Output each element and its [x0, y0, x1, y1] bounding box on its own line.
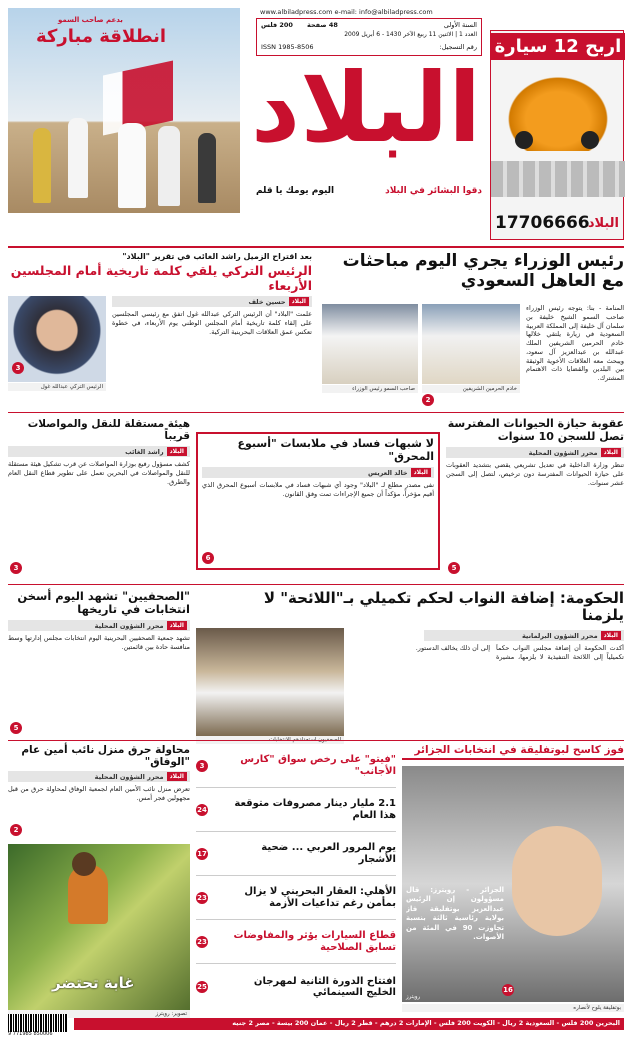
fire-byline-name: محرر الشؤون المحلية	[94, 772, 164, 781]
journalists-photo	[196, 628, 344, 736]
top-photo	[8, 8, 240, 213]
lead-headline: رئيس الوزراء يجري اليوم مباحثات مع العاهل السعودي	[342, 251, 624, 291]
tagline: اليوم يومك يا قلم	[256, 186, 335, 196]
corruption-body: نفى مصدر مطلع لـ "البلاد" وجود أي شبهات فساد في ملابسات أسبوع المحرق الذي أقيم مؤخراً، مؤكداً أن جميع الإجراءات تمت وفق القانون.	[202, 481, 434, 499]
footer-prices: البحرين 200 فلس - السعودية 2 ريال - الكويت 200 فلس - الإمارات 2 درهم - قطر 2 ريال - عمان 200 بيسة - مصر 2 جنيه	[74, 1018, 624, 1030]
ad-brand: البلاد	[587, 216, 619, 231]
journalists-byline	[8, 620, 190, 631]
animals-brand-tag: البلاد	[601, 448, 621, 457]
lead-story[interactable]	[318, 252, 624, 407]
rule-2	[8, 412, 624, 413]
index-page: 3	[196, 760, 208, 772]
edition-line1: السنة الأولى	[443, 21, 477, 29]
index-page: 23	[197, 937, 207, 946]
lead-body: المنامة - بنا: يتوجه رئيس الوزراء صاحب السمو الشيخ خليفة بن سلمان آل خليفة إلى المملكة العربية السعودية في زيارة يلتقي خلالها خادم الحرمين الشريفين الملك عبدالله بن عبدالعزيز آل سعود، ويبحث معه العلاقات الأخوية الوثيقة بين البلدين والقضايا ذات الاهتمام المشترك.	[526, 304, 624, 383]
index-text: يوم المرور العربي ... ضحية الأشجار	[261, 842, 396, 865]
turkey-kicker: بعد اقتراح الزميل راشد الغائب في تقرير "البلاد"	[122, 252, 312, 261]
animals-body: تنظر وزارة الداخلية في تعديل تشريعي يقضي بتشديد العقوبات على حيازة الحيوانات المفترسة دون ترخيص، لتصل إلى السجن عشر سنوات.	[446, 461, 624, 487]
ad-phone: 17706666	[495, 213, 590, 233]
turkey-headline: الرئيس التركي يلقي كلمة تاريخية أمام المجلسين الأربعاء	[10, 263, 312, 293]
fire-story[interactable]	[8, 744, 190, 838]
barcode	[8, 1014, 68, 1032]
journalists-byline-name: محرر الشؤون المحلية	[94, 621, 164, 630]
animals-page-badge: 5	[448, 562, 460, 574]
edition-line2: العدد 1 | الاثنين 11 ربيع الآخر 1430 - 6 أبريل 2009	[344, 31, 477, 38]
reg-label: رقم التسجيل:	[439, 43, 477, 51]
animals-byline	[446, 447, 624, 458]
algeria-story[interactable]	[402, 744, 624, 1014]
index-page: 23	[197, 893, 207, 902]
journalists-headline: "الصحفيين" تشهد اليوم أسخن انتخابات في تاريخها	[17, 589, 190, 617]
masthead-info-box	[256, 18, 482, 56]
ad-left[interactable]	[490, 30, 624, 240]
index-page: 24	[197, 805, 207, 814]
index-text: "فيتو" على رخص سواق "كارس الأجانب"	[240, 754, 396, 777]
index-item[interactable]	[196, 744, 396, 788]
index-text: الأهلي: العقار البحريني لا يزال بمأمن رغم تداعيات الأزمة	[244, 886, 396, 909]
transport-headline: هيئة مستقلة للنقل والمواصلات قريباً	[27, 418, 190, 443]
journalists-brand-tag: البلاد	[167, 621, 187, 630]
transport-byline-name: راشد الغائب	[125, 447, 164, 456]
turkey-story[interactable]	[8, 252, 312, 402]
govt-headline: الحكومة: إضافة النواب لحكم تكميلي بـ"اللائحة" لا يلزمنا	[263, 589, 624, 625]
ad-headline: اربح 12 سيارة	[491, 33, 625, 60]
turkey-byline	[112, 296, 312, 307]
issn: ISSN 1985-8506	[261, 43, 314, 51]
govt-byline	[424, 630, 624, 641]
rule-4	[8, 740, 624, 741]
fire-brand-tag: البلاد	[167, 772, 187, 781]
corruption-headline: لا شبهات فساد في ملابسات "أسبوع المحرق"	[237, 437, 434, 463]
journalists-page-badge: 5	[10, 722, 22, 734]
fire-byline	[8, 771, 190, 782]
top-photo-caption: انطلاقة مباركة	[36, 26, 167, 47]
transport-byline	[8, 446, 190, 457]
algeria-caption: بوتفليقة يلوح لأنصاره	[402, 1004, 624, 1012]
index-text: قطاع السيارات يؤثر والمفاوضات تسابق الصلاحية	[233, 930, 396, 953]
index-text: افتتاح الدورة الثانية لمهرجان الخليج السينمائي	[253, 975, 396, 998]
price: 200 فلس	[261, 21, 293, 29]
bottom-photo-credit: تصوير: رويترز	[8, 1010, 190, 1018]
corruption-byline	[202, 467, 434, 478]
website[interactable]: www.albiladpress.com e-mail: info@albiladpress.com	[260, 8, 433, 16]
index-item[interactable]	[196, 920, 396, 964]
algeria-page-badge: 16	[503, 986, 513, 994]
algeria-body: الجزائر - رويترز: قال مسؤولون إن الرئيس عبدالعزيز بوتفليقة فاز بولاية رئاسية ثالثة بنسبة تجاوزت 90 في المئة من الأصوات.	[406, 886, 504, 942]
masthead	[250, 8, 482, 213]
index-item[interactable]	[196, 832, 396, 876]
corruption-page-badge: 6	[202, 552, 214, 564]
animals-byline-name: محرر الشؤون المحلية	[528, 448, 598, 457]
govt-body: أكدت الحكومة أن إضافة مجلس النواب حكماً تكميلياً إلى اللائحة التنفيذية لا يلزمها، مشيرة إلى أن ذلك يخالف الدستور.	[415, 644, 624, 661]
slogan: دقوا البشائر في البلاد	[385, 186, 482, 196]
ad-strip	[491, 161, 625, 197]
lead-page-badge: 2	[422, 394, 434, 406]
animals-story[interactable]	[446, 418, 624, 576]
car-wheel-left	[515, 131, 533, 149]
transport-page-badge: 3	[10, 562, 22, 574]
turkey-caption: الرئيس التركي عبدالله غول	[8, 383, 106, 391]
index-page: 25	[197, 983, 207, 991]
car-wheel-right	[581, 131, 599, 149]
transport-story[interactable]	[8, 418, 190, 576]
lead-caption-pm: صاحب السمو رئيس الوزراء	[322, 385, 418, 393]
turkey-page-badge: 3	[12, 362, 24, 374]
fire-headline: محاولة حرق منزل نائب أمين عام "الوفاق"	[21, 744, 190, 769]
index-item[interactable]	[196, 788, 396, 832]
corruption-byline-name: خالد العريس	[368, 468, 408, 477]
algeria-source: رويترز	[406, 994, 421, 1000]
bottom-photo-caption: غابة تحتضر	[52, 974, 135, 992]
index-text: 2.1 مليار دينار مصروفات متوقعة هذا العام	[234, 798, 396, 821]
index-page: 17	[197, 849, 207, 858]
lead-caption-king: خادم الحرمين الشريفين	[422, 385, 520, 393]
turkey-body: علمت "البلاد" أن الرئيس التركي عبدالله غول اتفق مع رئيسي المجلسين على إلقاء كلمة تاريخية أمام المجلس الوطني يوم الأربعاء، في خطوة تعكس عمق العلاقات البحرينية التركية.	[112, 310, 312, 336]
index-item[interactable]	[196, 876, 396, 920]
bottom-photo	[8, 844, 190, 1010]
govt-brand-tag: البلاد	[601, 631, 621, 640]
turkey-byline-name: حسين خلف	[248, 297, 286, 306]
fire-page-badge: 2	[10, 824, 22, 836]
corruption-brand-tag: البلاد	[411, 468, 431, 477]
slogan-bar	[256, 184, 482, 198]
index-item[interactable]	[196, 964, 396, 1010]
lead-photo-pm	[322, 304, 418, 384]
journalists-body: تشهد جمعية الصحفيين البحرينية اليوم انتخابات مجلس إدارتها وسط منافسة حادة بين قائمتين.	[8, 634, 190, 652]
pages: 48 صفحة	[307, 21, 338, 29]
algeria-headline: فوز كاسح لبوتفليقة في انتخابات الجزائر	[402, 744, 624, 760]
top-photo-sub: بدعم صاحب السمو	[58, 16, 123, 24]
corruption-story[interactable]	[196, 432, 440, 570]
govt-byline-name: محرر الشؤون البرلمانية	[521, 631, 598, 640]
rule-3	[8, 584, 624, 585]
animals-headline: عقوبة حيازة الحيوانات المفترسة تصل للسجن 10 سنوات	[447, 417, 624, 443]
transport-brand-tag: البلاد	[167, 447, 187, 456]
algeria-photo	[402, 766, 624, 1002]
transport-body: كشف مسؤول رفيع بوزارة المواصلات عن قرب تشكيل هيئة مستقلة للنقل والمواصلات في البحرين تعمل على تطوير قطاع النقل العام والطرق.	[8, 460, 190, 486]
masthead-rule	[8, 246, 624, 248]
masthead-logo: البلاد	[250, 52, 482, 164]
brand-tag: البلاد	[289, 297, 309, 306]
index-list	[196, 744, 396, 1012]
barcode-number: 9 771985 850006	[8, 1031, 53, 1037]
lead-photo-king	[422, 304, 520, 384]
fire-body: تعرض منزل نائب الأمين العام لجمعية الوفاق لمحاولة حرق من قبل مجهولين فجر أمس.	[8, 785, 190, 802]
journalists-story[interactable]	[8, 590, 190, 736]
